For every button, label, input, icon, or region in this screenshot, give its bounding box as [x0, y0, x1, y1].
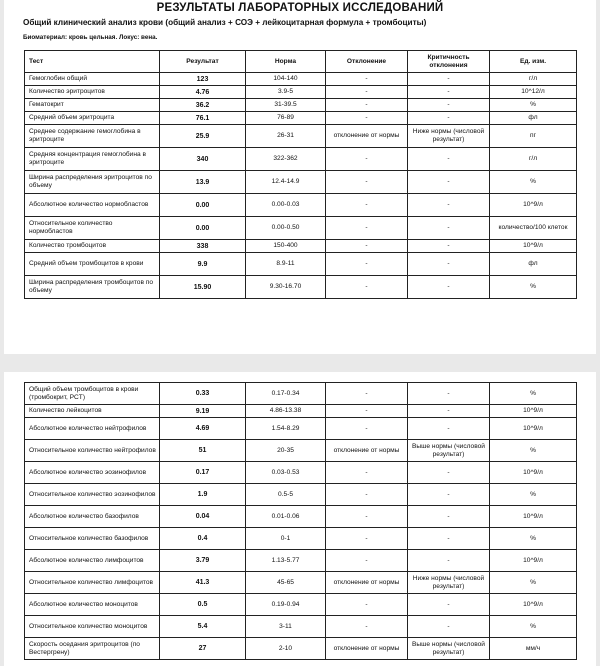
- header-deviation: Отклонение: [326, 51, 408, 73]
- table-row: [25, 440, 577, 462]
- cell-deviation: отклонение от нормы: [326, 572, 408, 594]
- cell-result: 4.76: [160, 86, 246, 99]
- table-row: [25, 418, 577, 440]
- table-row: [25, 616, 577, 638]
- cell-norm: 20-35: [246, 440, 326, 462]
- table-row: [25, 148, 577, 171]
- cell-test: Средний объем эритроцита: [25, 112, 160, 125]
- cell-norm: 1.54-8.29: [246, 418, 326, 440]
- cell-deviation: -: [326, 112, 408, 125]
- cell-result: 9.19: [160, 405, 246, 418]
- cell-result: 76.1: [160, 112, 246, 125]
- cell-test: Ширина распределения тромбоцитов по объему: [25, 276, 160, 299]
- table-row: [25, 99, 577, 112]
- cell-norm: 8.9-11: [246, 253, 326, 276]
- cell-criticality: -: [408, 594, 490, 616]
- cell-criticality: -: [408, 148, 490, 171]
- cell-test: Средняя концентрация гемоглобина в эритроците: [25, 148, 160, 171]
- cell-result: 41.3: [160, 572, 246, 594]
- cell-unit: %: [490, 440, 577, 462]
- cell-norm: 3-11: [246, 616, 326, 638]
- cell-unit: г/л: [490, 73, 577, 86]
- cell-unit: %: [490, 528, 577, 550]
- cell-norm: 104-140: [246, 73, 326, 86]
- cell-deviation: -: [326, 550, 408, 572]
- cell-criticality: -: [408, 383, 490, 405]
- cell-unit: 10^9/л: [490, 194, 577, 217]
- table-row: [25, 73, 577, 86]
- cell-unit: %: [490, 171, 577, 194]
- cell-test: Среднее содержание гемоглобина в эритроците: [25, 125, 160, 148]
- header-norm: Норма: [246, 51, 326, 73]
- cell-criticality: -: [408, 240, 490, 253]
- cell-test: Общий объем тромбоцитов в крови (тромбокрит, PCT): [25, 383, 160, 405]
- cell-result: 1.9: [160, 484, 246, 506]
- cell-result: 0.4: [160, 528, 246, 550]
- cell-norm: 0.19-0.94: [246, 594, 326, 616]
- cell-deviation: -: [326, 86, 408, 99]
- cell-norm: 12.4-14.9: [246, 171, 326, 194]
- cell-norm: 3.9-5: [246, 86, 326, 99]
- cell-deviation: -: [326, 148, 408, 171]
- cell-deviation: отклонение от нормы: [326, 638, 408, 660]
- cell-test: Количество тромбоцитов: [25, 240, 160, 253]
- cell-result: 340: [160, 148, 246, 171]
- cell-criticality: -: [408, 73, 490, 86]
- cell-unit: %: [490, 616, 577, 638]
- cell-test: Абсолютное количество лимфоцитов: [25, 550, 160, 572]
- cell-unit: 10^9/л: [490, 462, 577, 484]
- cell-deviation: -: [326, 418, 408, 440]
- cell-result: 51: [160, 440, 246, 462]
- report-title: РЕЗУЛЬТАТЫ ЛАБОРАТОРНЫХ ИССЛЕДОВАНИЙ: [156, 2, 444, 14]
- cell-result: 36.2: [160, 99, 246, 112]
- cell-unit: %: [490, 572, 577, 594]
- header-result: Результат: [160, 51, 246, 73]
- cell-deviation: -: [326, 484, 408, 506]
- cell-deviation: -: [326, 528, 408, 550]
- cell-criticality: -: [408, 550, 490, 572]
- report-page-2: [4, 372, 596, 666]
- cell-criticality: -: [408, 405, 490, 418]
- cell-criticality: -: [408, 99, 490, 112]
- cell-criticality: -: [408, 418, 490, 440]
- cell-unit: %: [490, 99, 577, 112]
- cell-result: 0.04: [160, 506, 246, 528]
- cell-unit: мм/ч: [490, 638, 577, 660]
- table-header-row: [25, 51, 577, 73]
- table-row: [25, 550, 577, 572]
- cell-unit: фл: [490, 253, 577, 276]
- biomaterial-line: Биоматериал: кровь цельная. Локус: вена.: [23, 34, 158, 41]
- cell-test: Гемоглобин общий: [25, 73, 160, 86]
- table-row: [25, 462, 577, 484]
- cell-unit: %: [490, 383, 577, 405]
- cell-norm: 150-400: [246, 240, 326, 253]
- report-page-1: [4, 0, 596, 354]
- cell-norm: 0.5-5: [246, 484, 326, 506]
- cell-norm: 45-65: [246, 572, 326, 594]
- cell-norm: 4.86-13.38: [246, 405, 326, 418]
- table-row: [25, 506, 577, 528]
- cell-criticality: -: [408, 217, 490, 240]
- cell-unit: %: [490, 484, 577, 506]
- cell-deviation: -: [326, 73, 408, 86]
- header-criticality: Критичность отклонения: [408, 51, 490, 73]
- cell-result: 3.79: [160, 550, 246, 572]
- table-row: [25, 405, 577, 418]
- cell-criticality: -: [408, 86, 490, 99]
- cell-result: 0.5: [160, 594, 246, 616]
- cell-unit: 10^9/л: [490, 418, 577, 440]
- table-row: [25, 572, 577, 594]
- table-row: [25, 594, 577, 616]
- cell-deviation: -: [326, 276, 408, 299]
- cell-unit: фл: [490, 112, 577, 125]
- cell-deviation: -: [326, 217, 408, 240]
- report-subtitle: Общий клинический анализ крови (общий анализ + СОЭ + лейкоцитарная формула + тромбоциты): [23, 18, 427, 27]
- cell-norm: 76-89: [246, 112, 326, 125]
- cell-test: Абсолютное количество базофилов: [25, 506, 160, 528]
- results-table-page-2: [24, 382, 577, 660]
- cell-result: 15.90: [160, 276, 246, 299]
- table-row: [25, 240, 577, 253]
- cell-deviation: -: [326, 171, 408, 194]
- cell-deviation: отклонение от нормы: [326, 125, 408, 148]
- cell-unit: 10^9/л: [490, 550, 577, 572]
- cell-result: 9.9: [160, 253, 246, 276]
- cell-test: Ширина распределения эритроцитов по объему: [25, 171, 160, 194]
- table-row: [25, 276, 577, 299]
- results-table-page-1: [24, 50, 577, 299]
- table-row: [25, 253, 577, 276]
- cell-test: Количество эритроцитов: [25, 86, 160, 99]
- cell-norm: 0.01-0.06: [246, 506, 326, 528]
- cell-test: Количество лейкоцитов: [25, 405, 160, 418]
- cell-deviation: -: [326, 405, 408, 418]
- cell-test: Относительное количество нейтрофилов: [25, 440, 160, 462]
- cell-unit: г/л: [490, 148, 577, 171]
- cell-result: 0.33: [160, 383, 246, 405]
- cell-criticality: -: [408, 112, 490, 125]
- cell-norm: 0.17-0.34: [246, 383, 326, 405]
- cell-norm: 322-362: [246, 148, 326, 171]
- cell-norm: 26-31: [246, 125, 326, 148]
- cell-criticality: Выше нормы (числовой результат): [408, 638, 490, 660]
- cell-deviation: -: [326, 253, 408, 276]
- cell-deviation: -: [326, 240, 408, 253]
- cell-test: Относительное количество эозинофилов: [25, 484, 160, 506]
- table-row: [25, 383, 577, 405]
- cell-test: Абсолютное количество моноцитов: [25, 594, 160, 616]
- table-row: [25, 171, 577, 194]
- cell-norm: 31-39.5: [246, 99, 326, 112]
- cell-unit: 10^9/л: [490, 240, 577, 253]
- cell-criticality: -: [408, 484, 490, 506]
- cell-norm: 0.00-0.03: [246, 194, 326, 217]
- cell-test: Относительное количество нормобластов: [25, 217, 160, 240]
- cell-criticality: Ниже нормы (числовой результат): [408, 125, 490, 148]
- header-test: Тест: [25, 51, 160, 73]
- cell-criticality: -: [408, 276, 490, 299]
- cell-unit: пг: [490, 125, 577, 148]
- table-row: [25, 194, 577, 217]
- cell-norm: 0.03-0.53: [246, 462, 326, 484]
- cell-criticality: Ниже нормы (числовой результат): [408, 572, 490, 594]
- table-row: [25, 484, 577, 506]
- cell-result: 123: [160, 73, 246, 86]
- cell-deviation: -: [326, 194, 408, 217]
- cell-unit: 10^12/л: [490, 86, 577, 99]
- cell-norm: 0.00-0.50: [246, 217, 326, 240]
- cell-unit: 10^9/л: [490, 405, 577, 418]
- cell-test: Абсолютное количество нейтрофилов: [25, 418, 160, 440]
- cell-unit: количество/100 клеток: [490, 217, 577, 240]
- cell-result: 25.9: [160, 125, 246, 148]
- cell-test: Гематокрит: [25, 99, 160, 112]
- cell-unit: 10^9/л: [490, 506, 577, 528]
- table-row: [25, 86, 577, 99]
- cell-unit: 10^9/л: [490, 594, 577, 616]
- cell-norm: 1.13-5.77: [246, 550, 326, 572]
- cell-deviation: -: [326, 594, 408, 616]
- cell-deviation: -: [326, 462, 408, 484]
- cell-result: 338: [160, 240, 246, 253]
- cell-norm: 9.30-16.70: [246, 276, 326, 299]
- cell-test: Относительное количество моноцитов: [25, 616, 160, 638]
- cell-result: 27: [160, 638, 246, 660]
- cell-criticality: -: [408, 506, 490, 528]
- cell-test: Относительное количество базофилов: [25, 528, 160, 550]
- cell-result: 0.17: [160, 462, 246, 484]
- cell-norm: 2-10: [246, 638, 326, 660]
- cell-deviation: -: [326, 506, 408, 528]
- cell-result: 5.4: [160, 616, 246, 638]
- cell-unit: %: [490, 276, 577, 299]
- header-unit: Ед. изм.: [490, 51, 577, 73]
- table-row: [25, 125, 577, 148]
- cell-norm: 0-1: [246, 528, 326, 550]
- cell-result: 4.69: [160, 418, 246, 440]
- cell-criticality: -: [408, 194, 490, 217]
- cell-result: 0.00: [160, 217, 246, 240]
- cell-test: Относительное количество лимфоцитов: [25, 572, 160, 594]
- cell-test: Средний объем тромбоцитов в крови: [25, 253, 160, 276]
- cell-criticality: -: [408, 171, 490, 194]
- cell-criticality: -: [408, 616, 490, 638]
- cell-result: 0.00: [160, 194, 246, 217]
- cell-test: Скорость оседания эритроцитов (по Вестергрену): [25, 638, 160, 660]
- cell-criticality: -: [408, 528, 490, 550]
- cell-deviation: -: [326, 99, 408, 112]
- cell-deviation: -: [326, 616, 408, 638]
- table-row: [25, 528, 577, 550]
- cell-criticality: -: [408, 462, 490, 484]
- cell-test: Абсолютное количество эозинофилов: [25, 462, 160, 484]
- cell-result: 13.9: [160, 171, 246, 194]
- cell-deviation: отклонение от нормы: [326, 440, 408, 462]
- cell-deviation: -: [326, 383, 408, 405]
- cell-criticality: Выше нормы (числовой результат): [408, 440, 490, 462]
- cell-test: Абсолютное количество нормобластов: [25, 194, 160, 217]
- table-row: [25, 217, 577, 240]
- table-row: [25, 638, 577, 660]
- table-row: [25, 112, 577, 125]
- cell-criticality: -: [408, 253, 490, 276]
